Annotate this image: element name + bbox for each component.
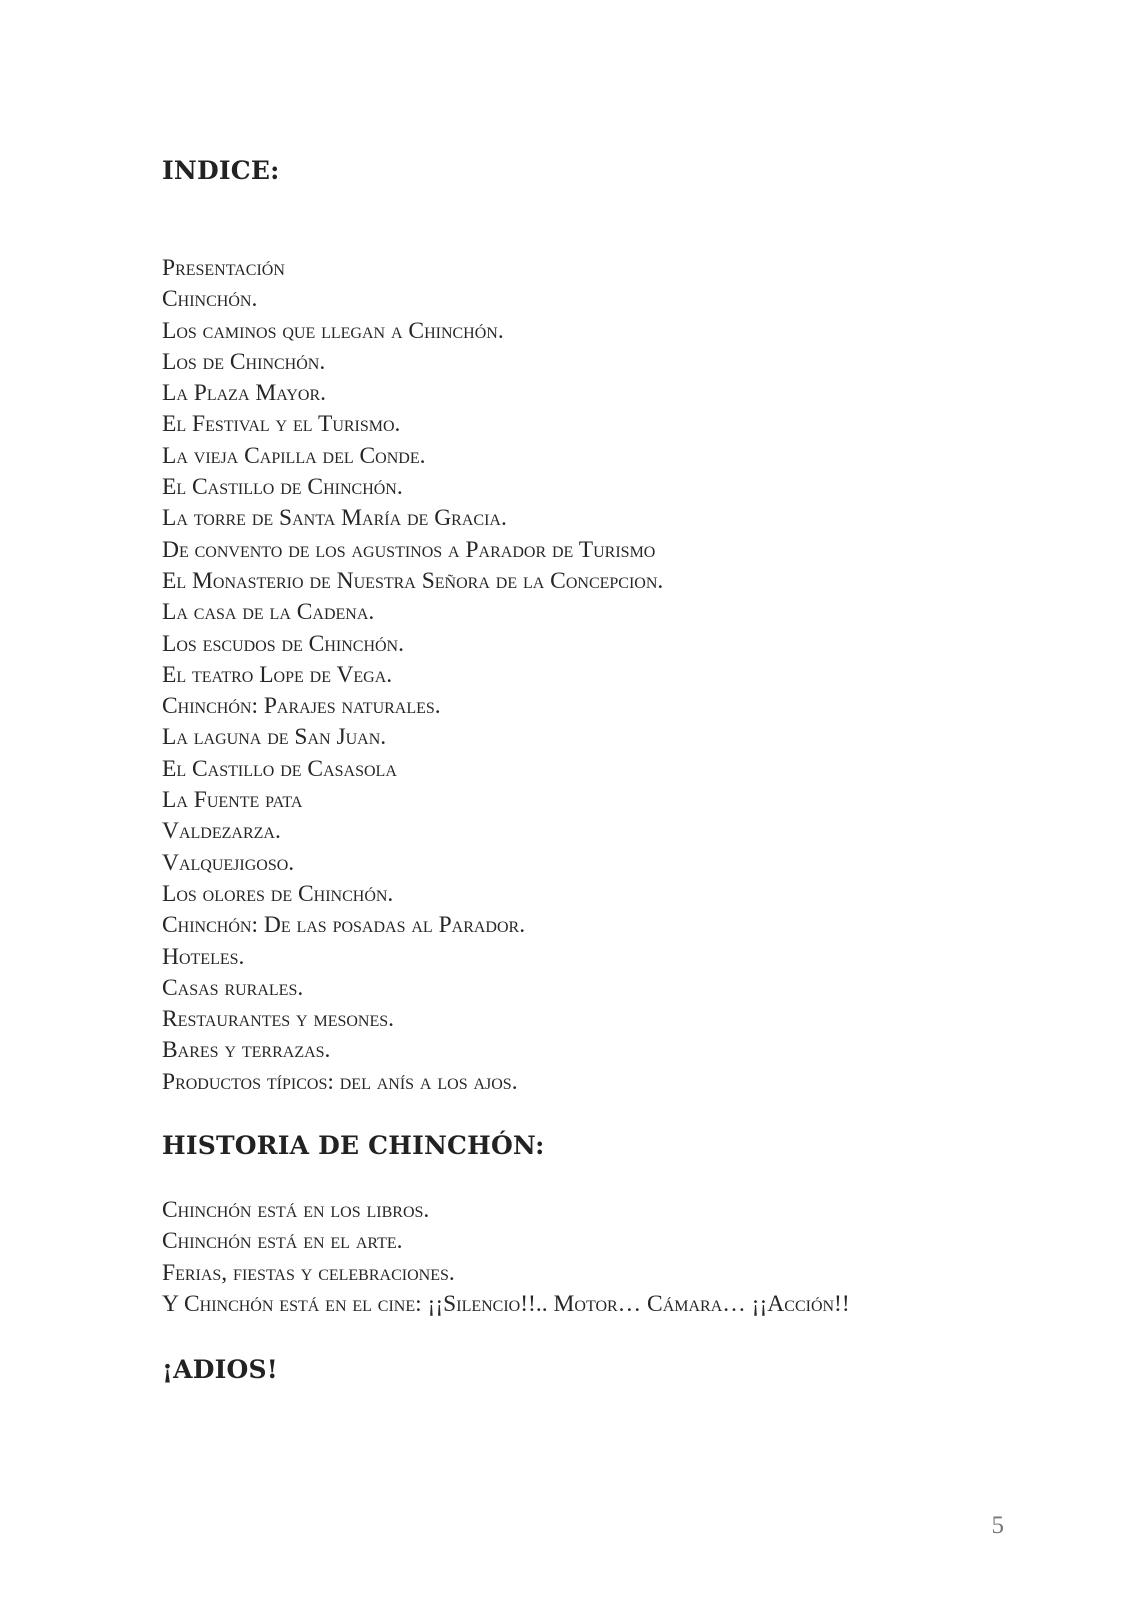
history-list xyxy=(162,1195,850,1320)
page-number: 5 xyxy=(991,1512,1004,1539)
index-item: Los caminos que llegan a Chinchón. xyxy=(162,317,504,344)
history-heading: HISTORIA DE CHINCHÓN: xyxy=(162,1131,545,1160)
index-item: La Plaza Mayor. xyxy=(162,380,327,407)
index-heading: INDICE: xyxy=(162,156,280,185)
index-item: La Fuente pata xyxy=(162,787,303,814)
index-item: Hoteles. xyxy=(162,943,245,970)
history-item: Chinchón está en los libros. xyxy=(162,1197,430,1223)
history-item: Y Chinchón está en el cine: ¡¡Silencio!!.. Motor… Cámara… ¡¡Acción!! xyxy=(162,1290,850,1317)
index-item: Chinchón. xyxy=(162,286,258,313)
index-item: La laguna de San Juan. xyxy=(162,724,387,751)
index-item: La torre de Santa María de Gracia. xyxy=(162,505,507,532)
index-item: Chinchón: De las posadas al Parador. xyxy=(162,912,526,939)
index-item: Productos típicos: del anís a los ajos. xyxy=(162,1068,518,1095)
index-item: Presentación xyxy=(162,255,285,281)
index-item: El teatro Lope de Vega. xyxy=(162,661,393,688)
history-item: Ferias, fiestas y celebraciones. xyxy=(162,1259,455,1286)
index-item: Restaurantes y mesones. xyxy=(162,1006,395,1033)
index-list xyxy=(162,253,663,1098)
index-item: El Castillo de Chinchón. xyxy=(162,474,403,501)
index-item: El Festival y el Turismo. xyxy=(162,411,401,438)
index-item: La vieja Capilla del Conde. xyxy=(162,442,426,469)
index-item: Los de Chinchón. xyxy=(162,348,326,375)
index-item: Valquejigoso. xyxy=(162,849,295,876)
history-item: Chinchón está en el arte. xyxy=(162,1228,403,1255)
index-item: Bares y terrazas. xyxy=(162,1037,331,1064)
farewell-heading: ¡ADIOS! xyxy=(162,1355,278,1384)
index-item: Valdezarza. xyxy=(162,818,281,845)
index-item: El Monasterio de Nuestra Señora de la Concepcion. xyxy=(162,567,664,594)
index-item: De convento de los agustinos a Parador de Turismo xyxy=(162,536,656,563)
index-item: La casa de la Cadena. xyxy=(162,599,375,626)
index-item: Los olores de Chinchón. xyxy=(162,880,394,907)
index-item: Chinchón: Parajes naturales. xyxy=(162,693,441,720)
index-item: Casas rurales. xyxy=(162,974,304,1001)
index-item: El Castillo de Casasola xyxy=(162,755,397,782)
index-item: Los escudos de Chinchón. xyxy=(162,630,404,657)
